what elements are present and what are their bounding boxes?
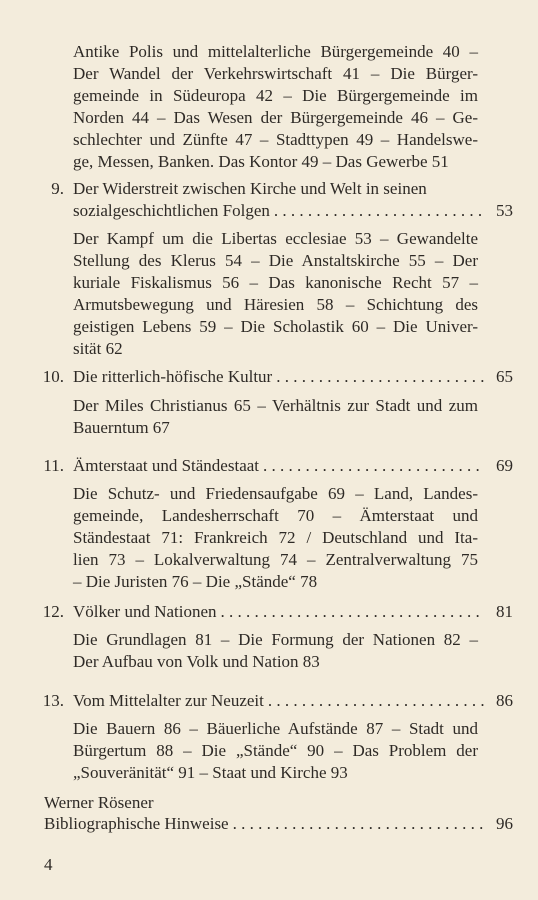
chapter-number: 9. [51,179,64,198]
summary-line: gemeinde in Südeuropa 42 – Die Bürgergemeinde im [73,86,478,105]
toc-leader-row [73,366,513,388]
toc-leader-row [73,200,513,222]
summary-line: Der Wandel der Verkehrswirtschaft 41 – Die Bürger- [73,64,478,83]
chapter-number: 13. [42,691,64,710]
summary-line: Der Kampf um die Libertas ecclesiae 53 – Gewandelte [73,229,478,248]
page-number: 69 [496,456,513,475]
chapter-number: 11. [43,456,64,475]
summary-line: schlechter und Zünfte 47 – Stadttypen 49 – Handelswe- [73,130,478,149]
bibliography-title: Bibliographische Hinweise [44,814,229,833]
chapter-title [73,601,513,623]
summary-line: Bauerntum 67 [73,418,170,437]
chapter-title-line: sozialgeschichtlichen Folgen [73,201,270,220]
chapter-summary [73,395,478,439]
chapter-title-line: Völker und Nationen [73,602,217,621]
page-number: 81 [496,602,513,621]
dot-leader [221,601,485,623]
chapter-summary [73,228,478,360]
summary-line: – Die Juristen 76 – Die „Stände“ 78 [73,572,318,591]
dot-leader [233,813,485,835]
chapter-title [73,455,513,477]
chapter-summary [73,718,478,784]
summary-line: ge, Messen, Banken. Das Kontor 49 – Das Gewerbe 51 [73,152,449,171]
page-number: 53 [496,201,513,220]
summary-line: gemeinde, Landesherrschaft 70 – Ämterstaat und [73,506,478,525]
summary-line: sität 62 [73,339,123,358]
summary-line: Norden 44 – Das Wesen der Bürgergemeinde 46 – Ge- [73,108,478,127]
toc-leader-row [73,601,513,623]
summary-line: Stellung des Klerus 54 – Die Anstaltskirche 55 – Der [73,251,478,270]
chapter-8-summary [73,41,478,173]
summary-line: Der Aufbau von Volk und Nation 83 [73,652,320,671]
chapter-summary [73,629,478,673]
chapter-title [73,690,513,712]
chapter-title-line: Vom Mittelalter zur Neuzeit [73,691,264,710]
dot-leader [274,200,485,222]
chapter-title-line: Der Widerstreit zwischen Kirche und Welt in seinen [73,179,427,198]
dot-leader [268,690,485,712]
summary-line: Ständestaat 71: Frankreich 72 / Deutschland und Ita- [73,528,478,547]
summary-line: Die Schutz- und Friedensaufgabe 69 – Land, Landes- [73,484,478,503]
page-number: 96 [496,814,513,833]
chapter-summary [73,483,478,593]
page-number: 65 [496,367,513,386]
chapter-number: 12. [42,602,64,621]
chapter-number: 10. [42,367,64,386]
toc-leader-row [44,813,513,835]
summary-line: „Souveränität“ 91 – Staat und Kirche 93 [73,763,348,782]
page-number: 86 [496,691,513,710]
summary-line: Bürgertum 88 – Die „Stände“ 90 – Das Problem der [73,741,478,760]
summary-line: kuriale Fiskalismus 56 – Das kanonische Recht 57 – [73,273,478,292]
summary-line: Die Bauern 86 – Bäuerliche Aufstände 87 – Stadt und [73,719,478,738]
dot-leader [276,366,485,388]
toc-leader-row [73,690,513,712]
chapter-title [73,366,513,388]
summary-line: Armutsbewegung und Häresien 58 – Schichtung des [73,295,478,314]
author-name: Werner Rösener [44,793,154,812]
toc-leader-row [73,455,513,477]
summary-line: Der Miles Christianus 65 – Verhältnis zur Stadt und zum [73,396,478,415]
summary-line: geistigen Lebens 59 – Die Scholastik 60 – Die Univer- [73,317,478,336]
chapter-title [73,178,513,222]
chapter-title-line: Die ritterlich-höfische Kultur [73,367,273,386]
summary-line: lien 73 – Lokalverwaltung 74 – Zentralverwaltung 75 [73,550,478,569]
folio-page-number: 4 [44,855,53,874]
dot-leader [263,455,485,477]
chapter-title-line: Ämterstaat und Ständestaat [73,456,260,475]
bibliography-entry [44,813,513,835]
summary-line: Antike Polis und mittelalterliche Bürgergemeinde 40 – [73,42,478,61]
summary-line: Die Grundlagen 81 – Die Formung der Nationen 82 – [73,630,478,649]
